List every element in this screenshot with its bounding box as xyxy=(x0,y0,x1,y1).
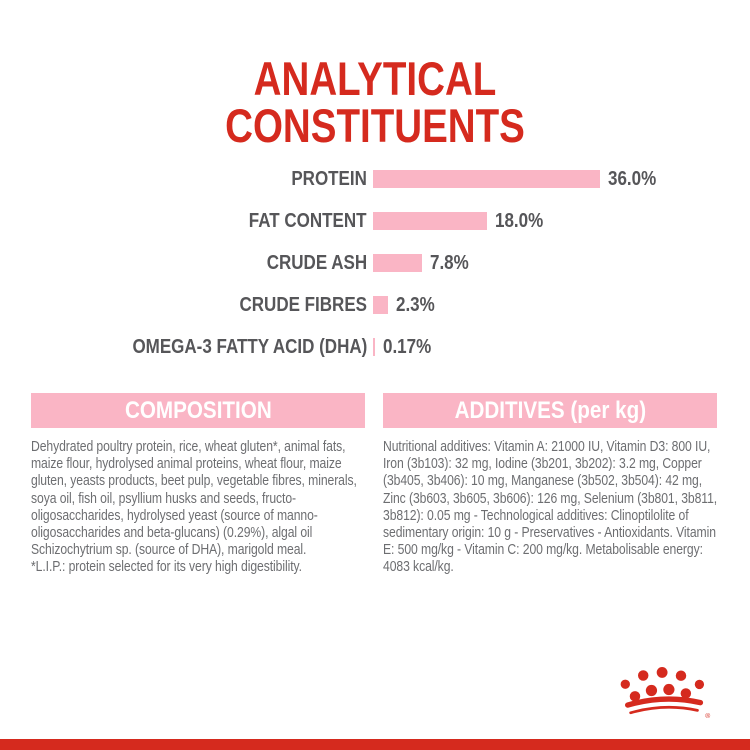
composition-header-label: COMPOSITION xyxy=(124,397,272,424)
crown-dots xyxy=(621,667,704,702)
bottom-red-bar xyxy=(0,739,750,750)
crown-band xyxy=(628,699,701,713)
chart-row-crude-ash xyxy=(0,254,750,272)
chart-row-crude-fibres xyxy=(0,296,750,314)
registered-trademark-icon: ® xyxy=(705,713,711,721)
additives-energy: Metabolisable energy: 4083 kcal/kg. xyxy=(383,542,703,576)
chart-value-crude-fibres: 2.3% xyxy=(396,294,435,316)
chart-bar-crude-fibres xyxy=(373,296,388,314)
additives-section xyxy=(383,393,717,577)
chart-label-crude-fibres: CRUDE FIBRES xyxy=(239,294,367,316)
additives-header xyxy=(383,393,717,428)
chart-row-fat-content xyxy=(0,212,750,230)
chart-bar-fat-content xyxy=(373,212,487,230)
additives-text xyxy=(383,439,717,577)
chart-bar-omega-3-fatty-acid-dha xyxy=(373,338,375,356)
composition-text xyxy=(31,439,365,577)
chart-row-protein xyxy=(0,170,750,188)
chart-label-omega-3-fatty-acid-dha: OMEGA-3 FATTY ACID (DHA) xyxy=(132,336,367,358)
composition-header xyxy=(31,393,365,428)
chart-value-fat-content: 18.0% xyxy=(495,210,544,232)
composition-body: Dehydrated poultry protein, rice, wheat gluten*, animal fats, maize flour, hydrolysed animal proteins, wheat flour, maize gluten, yeasts products, beet pulp, vegetable fibres, minerals, soya oil, fish oil, psyllium husks and seeds, fructo-oligosaccharides, hydrolysed yeast (source of manno-oligosaccharides and beta-glucans) (0.29%), algal oil Schizochytrium sp. (source of DHA), marigold meal. xyxy=(31,439,357,559)
chart-row-omega-3-fatty-acid-dha xyxy=(0,338,750,356)
chart-value-omega-3-fatty-acid-dha: 0.17% xyxy=(383,336,432,358)
chart-label-protein: PROTEIN xyxy=(291,168,367,190)
chart-bar-protein xyxy=(373,170,600,188)
chart-value-crude-ash: 7.8% xyxy=(430,252,469,274)
composition-footnote: *L.I.P.: protein selected for its very high digestibility. xyxy=(31,559,302,576)
chart-label-crude-ash: CRUDE ASH xyxy=(266,252,367,274)
composition-section xyxy=(31,393,365,577)
chart-value-protein: 36.0% xyxy=(608,168,657,190)
chart-bar-crude-ash xyxy=(373,254,422,272)
additives-body: Nutritional additives: Vitamin A: 21000 IU, Vitamin D3: 800 IU, Iron (3b103): 32 mg, Iodine (3b201, 3b202): 3.2 mg, Copper (3b405, 3b406): 10 mg, Manganese (3b502, 3b504): 42 mg, Zinc (3b603, 3b605, 3b606): 126 mg, Selenium (3b801, 3b811, 3b812): 0.05 mg - Technological additives: Clinoptilolite of sedimentary origin: 10 g - Preservatives - Antioxidants. Vitamin E: 500 mg/kg - Vitamin C: 200 mg/kg. xyxy=(383,439,718,559)
page-title-line2: CONSTITUENTS xyxy=(225,99,525,153)
page-title-line1: ANALYTICAL xyxy=(253,52,497,106)
royal-canin-crown-logo xyxy=(617,660,714,722)
additives-header-label: ADDITIVES (per kg) xyxy=(454,397,646,424)
chart-label-fat-content: FAT CONTENT xyxy=(249,210,367,232)
